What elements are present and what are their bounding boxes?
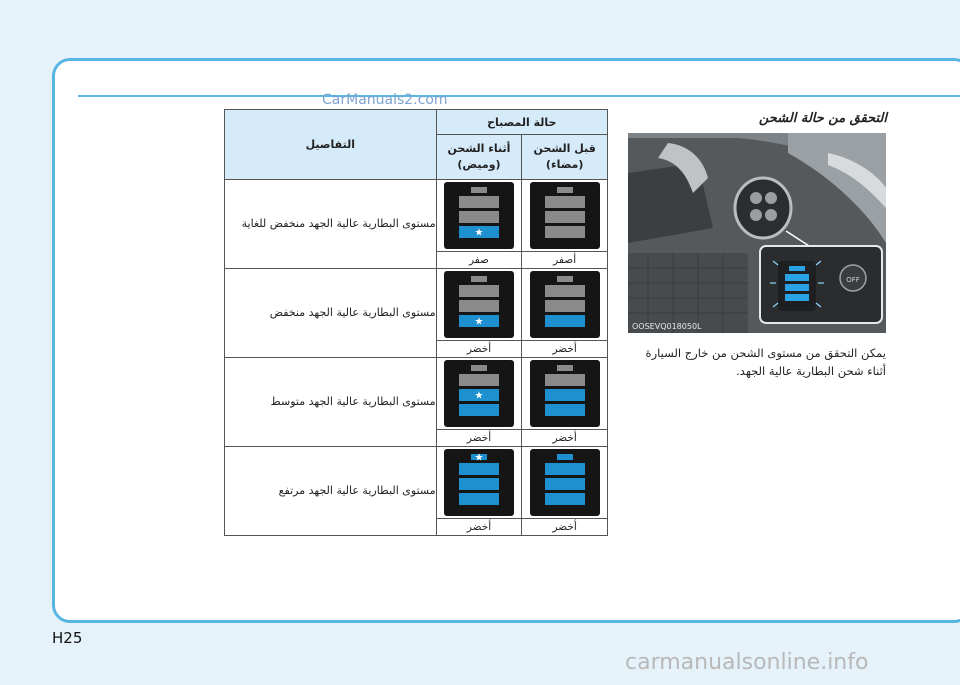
photo-caption: يمكن التحقق من مستوى الشحن من خارج السيارة أثناء شحن البطارية عالية الجهد. <box>645 346 886 378</box>
charging-port-photo <box>628 133 886 333</box>
details-row-3: مستوى البطارية عالية الجهد متوسط <box>225 358 437 447</box>
battery-svg <box>444 182 514 249</box>
battery-segment <box>545 315 585 327</box>
page-number: H25 <box>52 629 83 647</box>
battery-during-row-1 <box>436 180 522 252</box>
watermark-bottom[interactable]: carmanualsonline.info <box>625 650 869 675</box>
battery-during-row-3 <box>436 358 522 430</box>
battery-before-row-2 <box>522 269 608 341</box>
battery-svg <box>530 271 600 338</box>
battery-segment <box>459 404 499 416</box>
before-charging-header <box>522 135 608 180</box>
battery-segment <box>545 493 585 505</box>
battery-segment <box>545 285 585 297</box>
color-before-row-2: أخضر <box>522 341 608 358</box>
details-header: التفاصيل <box>225 110 437 180</box>
photo-code: OOSEVQ018050L <box>632 322 702 331</box>
battery-segment <box>557 454 573 460</box>
header-rule <box>78 95 960 97</box>
color-during-row-4: أخضر <box>436 519 522 536</box>
blink-star-icon: ★ <box>474 390 484 402</box>
battery-segment <box>459 374 499 386</box>
battery-segment <box>545 226 585 238</box>
battery-icon <box>444 449 514 516</box>
during-charging-sublabel: (وميض) <box>457 158 501 171</box>
battery-segment <box>459 211 499 223</box>
battery-segment <box>471 187 487 193</box>
battery-segment <box>545 389 585 401</box>
blink-star-icon: ★ <box>474 452 484 464</box>
battery-icon <box>444 271 514 338</box>
battery-before-row-3 <box>522 358 608 430</box>
details-row-2: مستوى البطارية عالية الجهد منخفض <box>225 269 437 358</box>
color-before-row-4: أخضر <box>522 519 608 536</box>
battery-segment <box>557 365 573 371</box>
car-charging-port-illustration <box>628 133 886 333</box>
color-before-row-3: أخضر <box>522 430 608 447</box>
battery-segment <box>459 196 499 208</box>
battery-svg <box>530 360 600 427</box>
battery-segment <box>459 463 499 475</box>
battery-segment <box>545 404 585 416</box>
battery-segment <box>545 374 585 386</box>
battery-before-row-1 <box>522 180 608 252</box>
battery-svg <box>444 271 514 338</box>
battery-icon <box>530 449 600 516</box>
battery-during-row-2 <box>436 269 522 341</box>
battery-svg <box>530 182 600 249</box>
svg-text:OFF: OFF <box>846 276 860 284</box>
battery-before-row-4 <box>522 447 608 519</box>
during-charging-header <box>436 135 522 180</box>
battery-segment <box>459 285 499 297</box>
charging-status-table <box>224 109 608 536</box>
before-charging-sublabel: (مضاء) <box>545 158 584 171</box>
blink-star-icon: ★ <box>474 227 484 239</box>
battery-segment <box>471 365 487 371</box>
battery-svg <box>444 449 514 516</box>
details-row-1: مستوى البطارية عالية الجهد منخفض للغاية <box>225 180 437 269</box>
battery-svg <box>444 360 514 427</box>
indicator-status-header: حالة المصباح <box>436 110 607 135</box>
battery-segment <box>557 276 573 282</box>
battery-segment <box>557 187 573 193</box>
battery-segment <box>545 478 585 490</box>
during-charging-label: أثناء الشحن <box>447 142 511 155</box>
battery-svg <box>530 449 600 516</box>
battery-icon <box>530 182 600 249</box>
battery-icon <box>530 360 600 427</box>
battery-during-row-4 <box>436 447 522 519</box>
before-charging-label: قبل الشحن <box>533 142 596 155</box>
battery-segment <box>545 300 585 312</box>
battery-icon <box>444 182 514 249</box>
battery-segment <box>545 196 585 208</box>
battery-segment <box>459 493 499 505</box>
battery-icon <box>444 360 514 427</box>
section-title: التحقق من حالة الشحن <box>758 111 887 126</box>
battery-segment <box>459 300 499 312</box>
blink-star-icon: ★ <box>474 316 484 328</box>
color-during-row-2: أخضر <box>436 341 522 358</box>
color-during-row-1: صفر <box>436 252 522 269</box>
details-row-4: مستوى البطارية عالية الجهد مرتفع <box>225 447 437 536</box>
battery-segment <box>471 276 487 282</box>
color-during-row-3: أخضر <box>436 430 522 447</box>
color-before-row-1: أصفر <box>522 252 608 269</box>
battery-icon <box>530 271 600 338</box>
battery-segment <box>459 478 499 490</box>
battery-segment <box>545 463 585 475</box>
watermark-top[interactable]: CarManuals2.com <box>322 92 448 108</box>
battery-segment <box>545 211 585 223</box>
